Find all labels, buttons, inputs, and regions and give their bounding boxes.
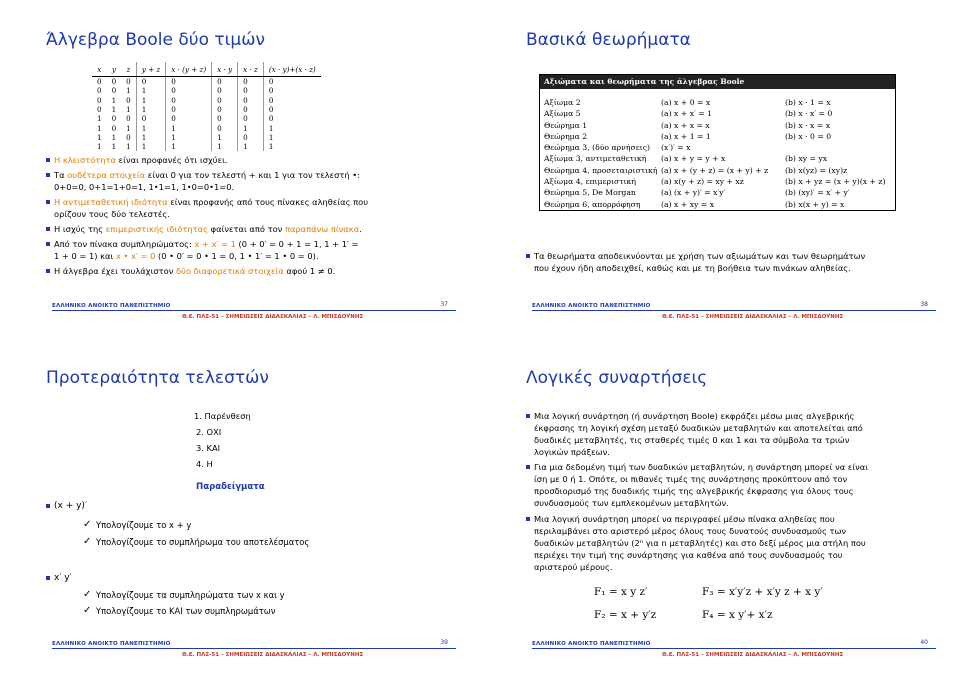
truth-table-cell: 0 xyxy=(263,96,320,105)
slide-38 xyxy=(486,12,954,342)
truth-table-cell: 0 xyxy=(97,105,102,115)
footer-divider xyxy=(532,648,936,649)
axioms-table-title: Αξιώματα και θεωρήματα της άλγεβρας Boole xyxy=(540,75,895,89)
truth-table-cell: 0 xyxy=(166,96,212,105)
truth-table-cell: 1 xyxy=(238,142,264,151)
truth-table-cell: 1 xyxy=(111,132,117,142)
axiom-cell: (a) x + y = y + x xyxy=(661,154,726,164)
page-number: 38 xyxy=(920,301,928,308)
truth-table-cell: 0 xyxy=(111,123,117,133)
truth-table-cell: 1 xyxy=(136,123,165,132)
axiom-cell: Θεώρημα 6, απορρόφηση xyxy=(544,199,641,209)
truth-table-cell: 0 xyxy=(166,114,212,123)
truth-table-cell: 1 xyxy=(136,96,165,105)
truth-table-cell: 1 xyxy=(111,105,117,115)
truth-table-row xyxy=(92,77,321,87)
truth-table-cell: 0 xyxy=(212,96,238,105)
precedence-item: 1. Παρένθεση xyxy=(194,411,251,421)
truth-table-cell: 0 xyxy=(97,86,102,96)
truth-table-cell: 0 xyxy=(212,123,238,132)
axiom-row xyxy=(540,97,895,108)
example-2: x′ y′ xyxy=(54,573,72,583)
example-2-step: ✓ Υπολογίζουμε τα συμπληρώματα των x και y xyxy=(96,590,285,600)
truth-table-cell: 0 xyxy=(126,77,131,87)
example-1-step: ✓ Υπολογίζουμε το x + y xyxy=(96,520,191,530)
axiom-cell: (b) x(yz) = (xy)z xyxy=(785,165,848,175)
axiom-cell: (a) x + 1 = 1 xyxy=(661,131,711,141)
truth-table-cell: 0 xyxy=(212,114,238,123)
axiom-row xyxy=(540,176,895,187)
truth-table-header: y + z xyxy=(136,62,165,77)
truth-table-cell: 0 xyxy=(166,86,212,95)
footer-logo: ΕΛΛΗΝΙΚΟ ΑΝΟΙΚΤΟ ΠΑΝΕΠΙΣΤΗΜΙΟ xyxy=(52,641,171,647)
truth-table-header: z xyxy=(121,62,136,77)
truth-table-cell: 1 xyxy=(111,95,117,105)
truth-table-cell: 1 xyxy=(97,123,102,133)
truth-table-cell: 0 xyxy=(263,86,320,95)
truth-table-cell: 0 xyxy=(111,114,117,124)
truth-table-cell: 0 xyxy=(126,95,131,105)
truth-table-header: x · z xyxy=(238,62,264,77)
truth-table-cell: 1 xyxy=(97,142,102,152)
truth-table-cell: 1 xyxy=(136,133,165,142)
axiom-row xyxy=(540,199,895,210)
truth-table-row xyxy=(92,86,321,95)
footer-subtitle: Θ.Ε. ΠΛΣ-51 – ΣΗΜΕΙΩΣΕΙΣ ΔΙΔΑΣΚΑΛΙΑΣ – Λ. ΜΠΙΣΔΟΥΝΗΣ xyxy=(182,652,364,658)
footer-logo: ΕΛΛΗΝΙΚΟ ΑΝΟΙΚΤΟ ΠΑΝΕΠΙΣΤΗΜΙΟ xyxy=(532,641,651,647)
slide-title: Άλγεβρα Boole δύο τιμών xyxy=(46,30,265,50)
truth-table-cell: 0 xyxy=(238,105,264,114)
truth-table-cell: 1 xyxy=(97,132,102,142)
page-number: 40 xyxy=(920,639,928,646)
truth-table-cell: 1 xyxy=(136,142,165,151)
truth-table-cell: 0 xyxy=(238,133,264,142)
axiom-cell: Αξίωμα 5 xyxy=(544,109,581,119)
truth-table-cell: 0 xyxy=(111,86,117,96)
footer-divider xyxy=(532,310,936,311)
truth-table xyxy=(92,62,321,151)
slide-37 xyxy=(6,12,474,342)
truth-table-cell: 1 xyxy=(166,123,212,132)
truth-table-cell: 0 xyxy=(238,96,264,105)
truth-table-cell: 1 xyxy=(136,105,165,114)
truth-table-header: (x · y)+(x · z) xyxy=(263,62,320,77)
bullet-truth-table: Μια λογική συνάρτηση μπορεί να περιγραφεί μέσω πίνακα αληθείας που περιλαμβάνει στο αριστερό μέρος όλους τους δυνατούς συνδυασμούς των δυαδικών μεταβλητών (2ⁿ για n μεταβλητές) και στο δεξί μέρος μια στήλη που περιέχει την τιμή της συνάρτησης για καθένα από τους συνδυασμούς του αριστερού μέρους. xyxy=(534,514,866,572)
truth-table-cell: 1 xyxy=(238,123,264,132)
example-1-step: ✓ Υπολογίζουμε το συμπλήρωμα του αποτελέσματος xyxy=(96,537,309,547)
truth-table-cell: 0 xyxy=(263,77,320,87)
truth-table-cell: 0 xyxy=(212,86,238,95)
footer-divider xyxy=(52,648,456,649)
footer-logo: ΕΛΛΗΝΙΚΟ ΑΝΟΙΚΤΟ ΠΑΝΕΠΙΣΤΗΜΙΟ xyxy=(532,303,651,309)
function-f4: F₄ = x y′+ x′z xyxy=(702,609,773,621)
truth-table-cell: 0 xyxy=(136,114,165,123)
bullet-distributive: Η ισχύς της επιμεριστικής ιδιότητας φαίνεται από τον παραπάνω πίνακα. xyxy=(54,224,362,234)
slide-40 xyxy=(486,350,954,680)
footer-subtitle: Θ.Ε. ΠΛΣ-51 – ΣΗΜΕΙΩΣΕΙΣ ΔΙΔΑΣΚΑΛΙΑΣ – Λ. ΜΠΙΣΔΟΥΝΗΣ xyxy=(662,314,844,320)
axiom-cell: (a) x + xy = x xyxy=(661,199,715,209)
axiom-cell: Αξίωμα 2 xyxy=(544,98,581,107)
axiom-cell: (a) x + 0 = x xyxy=(661,98,711,107)
truth-table-row xyxy=(92,123,321,132)
slide-39 xyxy=(6,350,474,680)
axiom-cell: (x′)′ = x xyxy=(661,143,691,153)
axiom-cell: Θεώρημα 3, (δύο αρνήσεις) xyxy=(544,143,650,153)
axiom-cell: Θεώρημα 1 xyxy=(544,120,588,130)
truth-table-cell: 0 xyxy=(238,114,264,123)
axiom-cell: (a) x + x = x xyxy=(661,120,710,130)
truth-table-header: x xyxy=(92,62,107,77)
axiom-cell: (b) xy = yx xyxy=(785,154,828,164)
examples-heading: Παραδείγματα xyxy=(196,482,265,492)
axiom-row xyxy=(540,131,895,142)
axiom-row xyxy=(540,108,895,119)
precedence-list xyxy=(194,408,251,472)
footer-divider xyxy=(52,310,456,311)
truth-table-cell: 0 xyxy=(111,77,117,87)
bullet-theorems: Τα θεωρήματα αποδεικνύονται με χρήση των αξιωμάτων και των θεωρημάτων που έχουν ήδη αποδειχθεί, καθώς και με τη βοήθεια των πινάκων αληθείας. xyxy=(534,251,866,273)
slide-title: Βασικά θεωρήματα xyxy=(526,30,691,50)
axioms-table xyxy=(539,74,896,211)
axiom-row xyxy=(540,142,895,153)
axiom-cell: (b) x(x + y) = x xyxy=(785,199,845,209)
axiom-cell: (b) x · x = x xyxy=(785,120,831,130)
example-2-step: ✓ Υπολογίζουμε το ΚΑΙ των συμπληρωμάτων xyxy=(96,606,275,616)
truth-table-header: x · (y + z) xyxy=(166,62,212,77)
axiom-cell: (b) x · x′ = 0 xyxy=(785,109,833,119)
axiom-cell: (a) x + (y + z) = (x + y) + z xyxy=(661,165,769,175)
bullet-commutative: Η αντιμεταθετική ιδιότητα είναι προφανής από τους πίνακες αληθείας που ορίζουν τους δύο τελεστές. xyxy=(54,197,369,219)
truth-table-cell: 0 xyxy=(97,77,102,87)
truth-table-row xyxy=(92,105,321,114)
axiom-row xyxy=(540,120,895,131)
truth-table-cell: 1 xyxy=(126,123,131,133)
slide-title: Λογικές συναρτήσεις xyxy=(526,368,708,388)
truth-table-cell: 0 xyxy=(126,132,131,142)
truth-table-cell: 0 xyxy=(263,105,320,114)
truth-table-cell: 0 xyxy=(97,95,102,105)
truth-table-cell: 1 xyxy=(263,133,320,142)
example-1: (x + y)′ xyxy=(54,501,87,511)
bullet-elements: Η άλγεβρα έχει τουλάχιστον δύο διαφορετικά στοιχεία αφού 1 ≠ 0. xyxy=(54,266,336,276)
axiom-cell: Αξίωμα 3, αντιμεταθετική xyxy=(544,154,647,164)
bullet-identity: Τα ουδέτερα στοιχεία είναι 0 για τον τελεστή + και 1 για τον τελεστή •: 0+0=0, 0+1=1+0=1, 1•1=1, 1•0=0•1=0. xyxy=(54,170,360,192)
function-f1: F₁ = x y z′ xyxy=(594,586,648,598)
truth-table-cell: 0 xyxy=(136,77,165,87)
truth-table-cell: 1 xyxy=(111,142,117,152)
truth-table-cell: 1 xyxy=(263,123,320,132)
truth-table-row xyxy=(92,96,321,105)
truth-table-cell: 1 xyxy=(126,105,131,115)
truth-table-cell: 0 xyxy=(126,114,131,124)
precedence-item: 4. Η xyxy=(196,459,213,469)
page-number: 37 xyxy=(440,301,448,308)
axiom-cell: (b) x · 1 = x xyxy=(785,98,831,107)
axiom-cell: Θεώρημα 4, προσεταιριστική xyxy=(544,165,658,175)
axiom-row xyxy=(540,153,895,164)
truth-table-row xyxy=(92,133,321,142)
truth-table-cell: 0 xyxy=(166,77,212,87)
footer-logo: ΕΛΛΗΝΙΚΟ ΑΝΟΙΚΤΟ ΠΑΝΕΠΙΣΤΗΜΙΟ xyxy=(52,303,171,309)
axiom-cell: (b) (xy)′ = x′ + y′ xyxy=(785,188,850,198)
truth-table-cell: 1 xyxy=(126,142,131,152)
axiom-row xyxy=(540,187,895,198)
axiom-cell: Θεώρημα 5, De Morgan xyxy=(544,188,636,198)
bullet-closure: Η κλειστότητα είναι προφανές ότι ισχύει. xyxy=(54,155,228,165)
axiom-cell: Θεώρημα 2 xyxy=(544,131,588,141)
slide-title: Προτεραιότητα τελεστών xyxy=(46,368,269,388)
truth-table-cell: 1 xyxy=(166,133,212,142)
axiom-cell: (b) x + yz = (x + y)(x + z) xyxy=(785,177,886,187)
truth-table-cell: 0 xyxy=(212,105,238,114)
bullet-definition: Μια λογική συνάρτηση (ή συνάρτηση Boole) εκφράζει μέσω μιας αλγεβρικής έκφρασης τη λογική σχέση μεταξύ δυαδικών μεταβλητών και αποτελείται από δυαδικές μεταβλητές, τις σταθερές τιμές 0 και 1 και τα σύμβολα τα τριών λογικών πράξεων. xyxy=(534,411,863,457)
axiom-cell: (b) x · 0 = 0 xyxy=(785,131,832,141)
truth-table-cell: 1 xyxy=(263,142,320,151)
truth-table-header: y xyxy=(107,62,122,77)
footer-subtitle: Θ.Ε. ΠΛΣ-51 – ΣΗΜΕΙΩΣΕΙΣ ΔΙΔΑΣΚΑΛΙΑΣ – Λ. ΜΠΙΣΔΟΥΝΗΣ xyxy=(182,314,364,320)
truth-table-cell: 1 xyxy=(136,86,165,95)
footer-subtitle: Θ.Ε. ΠΛΣ-51 – ΣΗΜΕΙΩΣΕΙΣ ΔΙΔΑΣΚΑΛΙΑΣ – Λ. ΜΠΙΣΔΟΥΝΗΣ xyxy=(662,652,844,658)
truth-table-cell: 1 xyxy=(212,142,238,151)
function-f3: F₃ = x′y′z + x′y z + x y′ xyxy=(702,586,823,598)
page-number: 39 xyxy=(440,639,448,646)
function-f2: F₂ = x + y′z xyxy=(594,609,657,621)
truth-table-cell: 0 xyxy=(212,77,238,87)
axiom-cell: (a) x + x′ = 1 xyxy=(661,109,712,119)
truth-table-cell: 0 xyxy=(263,114,320,123)
truth-table-cell: 1 xyxy=(212,133,238,142)
precedence-item: 3. ΚΑΙ xyxy=(196,443,221,453)
truth-table-header: x · y xyxy=(212,62,238,77)
truth-table-cell: 1 xyxy=(97,114,102,124)
axiom-row xyxy=(540,165,895,176)
axiom-cell: (a) x(y + z) = xy + xz xyxy=(661,177,744,187)
truth-table-cell: 0 xyxy=(238,77,264,87)
axiom-cell: Αξίωμα 4, επιμεριστική xyxy=(544,177,636,187)
truth-table-row xyxy=(92,114,321,123)
truth-table-cell: 0 xyxy=(166,105,212,114)
bullet-complement: Από τον πίνακα συμπληρώματος: x + x′ = 1 (0 + 0′ = 0 + 1 = 1, 1 + 1′ = 1 + 0 = 1) και x • x′ = 0 (0 • 0′ = 0 • 1 = 0, 1 • 1′ = 1 • 0 = 0). xyxy=(54,239,359,261)
precedence-item: 2. ΟΧΙ xyxy=(196,427,222,437)
truth-table-cell: 1 xyxy=(126,86,131,96)
truth-table-cell: 0 xyxy=(238,86,264,95)
bullet-values: Για μια δεδομένη τιμή των δυαδικών μεταβλητών, η συνάρτηση μπορεί να είναι ίση με 0 ή 1. Οπότε, οι πιθανές τιμές της συνάρτησης προκύπτουν από τον προσδιορισμό της δυαδικής τιμής της αλγεβρικής έκφρασης για όλους τους συνδυασμούς των εμπλεκομένων μεταβλητών. xyxy=(534,462,869,508)
truth-table-row xyxy=(92,142,321,151)
truth-table-cell: 1 xyxy=(166,142,212,151)
axiom-cell: (a) (x + y)′ = x′y′ xyxy=(661,188,726,198)
